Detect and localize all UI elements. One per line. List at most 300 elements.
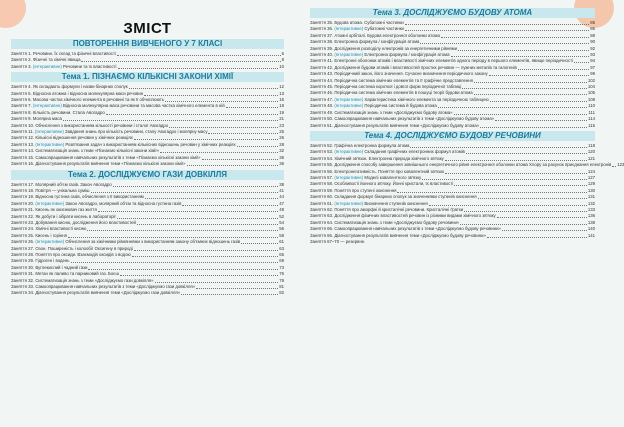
toc-entry-text: Самоопрацювання навчальних результатів з теми «Пізнаємо кількісні закони хімії» [35, 154, 201, 160]
toc-entry-page: 88 [590, 32, 595, 38]
toc-entry-text: Дослідження розподілу електронів за енергетичними рівнями [334, 45, 457, 51]
dot-leader [145, 198, 278, 199]
dot-leader [502, 230, 587, 231]
toc-entry-text: Періодична система й будова атома [363, 103, 437, 109]
section-topic-1-list [11, 84, 284, 167]
toc-entry-lesson: Заняття 26. [11, 239, 36, 245]
toc-entry-lesson: Заняття 28. [11, 251, 36, 257]
toc-entry-interactive-tag: (Інтерактивне) [35, 129, 64, 135]
toc-entry-page: 108 [587, 96, 595, 102]
toc-entry-page: 36 [279, 161, 284, 167]
toc-entry-interactive-tag: (Інтерактивне) [334, 174, 364, 180]
dot-leader [454, 185, 587, 186]
toc-entry-lesson: Заняття 12. [11, 135, 36, 141]
toc-entry-lesson: Заняття 33. [11, 284, 36, 289]
toc-entry-page: 123 [617, 162, 624, 168]
dot-leader [181, 294, 278, 295]
toc-entry-lesson: Заняття 40. [310, 52, 335, 58]
toc-entry-text: Хімічний зв'язок. Електронна природа хімічного зв'язку [334, 155, 444, 161]
toc-entry-lesson: Заняття 56. [310, 168, 335, 174]
toc-entry-text: Систематизація знань з теми «Пізнаємо кількісні закони хімії» [35, 148, 159, 154]
toc-entry-page: 127 [587, 174, 595, 180]
toc-entry-lesson: Заняття 8. [11, 109, 33, 115]
dot-leader [182, 205, 278, 206]
dot-leader [165, 101, 278, 102]
toc-entry-lesson: Заняття 2. [11, 57, 33, 63]
toc-entry-text: — резервне. [340, 239, 366, 244]
toc-entry-lesson: Заняття 58. [310, 181, 335, 187]
dot-leader [132, 256, 279, 257]
dot-leader [63, 120, 278, 121]
toc-entry-lesson: Заняття 65. [310, 226, 335, 232]
toc-entry-interactive-tag: (Інтерактивне) [334, 200, 364, 206]
section-heading-topic-2: Тема 2. ДОСЛІДЖУЄМО ГАЗИ ДОВКІЛЛЯ [11, 170, 284, 180]
toc-entry-page: 79 [279, 277, 284, 283]
toc-entry-page: 44 [279, 194, 284, 200]
toc-entry-title [310, 239, 365, 245]
toc-entry-page: 19 [279, 109, 284, 115]
toc-entry-text: Хімічні властивості кисню [35, 226, 87, 232]
section-topic-2-list [11, 182, 284, 297]
toc-entry-text: Речовини та їх властивості [61, 63, 117, 69]
toc-entry-page: 61 [279, 239, 284, 245]
toc-entry-text: Діагностування результатів вивчення теми «Досліджуємо будову речовини» [334, 232, 486, 238]
toc-entry-page: 8 [281, 57, 284, 63]
toc-entry-text: Дослідження фізичних властивостей речовин із різними видами хімічного зв'язку [334, 213, 496, 219]
toc-entry-lesson: Заняття 42. [310, 64, 335, 70]
toc-entry-text: Діагностування результатів вивчення теми «Досліджуємо гази довкілля» [35, 290, 181, 296]
toc-entry-text: Електронегативність. Поняття про ковалентний зв'язок [334, 168, 445, 174]
toc-entry-lesson: Заняття 45. [310, 84, 335, 90]
toc-entry-page: 115 [588, 122, 595, 128]
section-heading-review: ПОВТОРЕННЯ ВИВЧЕНОГО У 7 КЛАСІ [11, 39, 284, 49]
dot-leader [405, 30, 589, 31]
dot-leader [397, 192, 586, 193]
dot-leader [458, 50, 589, 51]
dot-leader [420, 43, 589, 44]
toc-entry-text: Поняття про аморфні й кристалічні речовини. Кристалічні ґратки [334, 206, 464, 212]
toc-entry-text: Періодична система хімічних елементів в пошуці теорії будови атома [334, 90, 473, 96]
toc-entry-page: 69 [279, 258, 284, 264]
toc-entry-page: 90 [590, 39, 595, 45]
toc-entry-text: Характеристика хімічного елемента за періодичною таблицею [363, 96, 489, 102]
toc-entry-page: 136 [587, 213, 595, 219]
dot-leader [129, 88, 279, 89]
toc-entry-lesson: Заняття 6. [11, 97, 33, 103]
dot-leader [187, 165, 279, 166]
toc-entry-page: 85 [590, 20, 595, 25]
toc-entry-lesson: Заняття 43. [310, 71, 335, 77]
dot-leader [117, 218, 279, 219]
dot-leader [495, 120, 587, 121]
toc-entry-text: Озон. Поширеність і колообіг Оксигену в природі [35, 245, 133, 251]
toc-entry-text: Завдання знань про кількість речовини, сталу Авогадро і молярну масу [63, 129, 208, 135]
toc-entry-interactive-tag: (Інтерактивне) [334, 26, 364, 32]
toc-entry-page: 130 [587, 187, 595, 193]
toc-entry-text: Кисень і горіння [35, 232, 67, 238]
toc-entry-lesson: Заняття 66. [310, 232, 335, 238]
toc-entry-page: 54 [279, 219, 284, 225]
toc-entry-lesson: Заняття 39. [310, 45, 335, 51]
toc-entry-page: 94 [590, 58, 595, 64]
toc-entry-page: 21 [279, 116, 284, 122]
toc-entry-title [310, 123, 479, 129]
toc-entry-page: 10 [279, 63, 284, 69]
toc-entry-text: Періодичний закон, його значення. Сучасне визначення періодичного закону [334, 71, 488, 77]
toc-entry-lesson: Заняття 54. [310, 155, 335, 161]
toc-entry-page: 124 [587, 168, 595, 174]
toc-entry-lesson: Заняття 19. [11, 194, 36, 200]
dot-leader [68, 237, 278, 238]
dot-leader [405, 24, 590, 25]
toc-entry-text: Атомні орбіталі. Будова електронної оболонки атома [334, 32, 440, 38]
dot-leader [202, 159, 279, 160]
dot-leader [429, 205, 587, 206]
toc-entry-title [11, 290, 180, 296]
dot-leader [226, 107, 279, 108]
dot-leader [237, 146, 279, 147]
toc-entry-text: Повітря — унікальна суміш [35, 187, 90, 193]
toc-entry-lesson: Заняття 31. [11, 271, 36, 277]
toc-entry-text: Добування кисню, дослідження його властивостей [35, 219, 136, 225]
toc-entry-lesson: Заняття 38. [310, 39, 335, 45]
toc-entry-page: 82 [279, 290, 284, 296]
toc-entry-text: Самоопрацювання навчальних результатів з теми «Досліджуємо будову атома» [334, 116, 495, 122]
toc-entry-lesson: Заняття 44. [310, 77, 335, 83]
toc-entry-text: Періодична система хімічних елементів та її графічне представлення [334, 77, 473, 83]
toc-entry-lesson: Заняття 55. [310, 162, 335, 168]
toc-entry-interactive-tag: (Інтерактивне) [32, 63, 62, 69]
dot-leader [612, 166, 616, 167]
toc-entry-lesson: Заняття 62. [310, 206, 335, 212]
toc-entry-lesson: Заняття 46. [310, 90, 335, 96]
toc-entry-page: 138 [587, 219, 595, 225]
section-heading-topic-1: Тема 1. ПІЗНАЄМО КІЛЬКІСНІ ЗАКОНИ ХІМІЇ [11, 72, 284, 82]
toc-entry-text: Субатомні частинки [363, 26, 404, 32]
toc-entry-page: 129 [587, 181, 595, 187]
toc-entry-lesson: Заняття 1. [11, 51, 33, 56]
dot-leader [460, 224, 587, 225]
dot-leader [466, 153, 587, 154]
toc-entry [11, 290, 284, 296]
toc-entry-lesson: Заняття 3. [11, 63, 33, 69]
toc-entry-text: Метан як паливо та парниковий газ. Боєш [35, 271, 119, 277]
toc-entry-lesson: Заняття 9. [11, 116, 33, 122]
toc-entry-page: 102 [587, 77, 595, 83]
dot-leader [487, 237, 587, 238]
toc-entry-page: 73 [279, 264, 284, 270]
toc-entry-text: Систематизація знань з теми «Досліджуємо будову речовини» [334, 219, 460, 225]
toc-entry-text: Самоопрацювання навчальних результатів з теми «Досліджуємо гази довкілля» [35, 284, 196, 289]
toc-entry-text: Вуглекислий і чадний гази [35, 264, 88, 270]
page-title: ЗМІСТ [123, 20, 172, 37]
toc-entry-lesson: Заняття 61. [310, 200, 335, 206]
dot-leader [144, 95, 278, 96]
toc-entry-lesson: Заняття 41. [310, 58, 335, 64]
toc-entry-page: 86 [590, 26, 595, 32]
dot-leader [134, 139, 278, 140]
toc-entry-title [11, 64, 117, 70]
toc-entry-interactive-tag: (Інтерактивне) [334, 96, 364, 102]
toc-entry-text: Діагностування результатів вивчення теми «Пізнаємо кількісні закони хімії» [35, 161, 186, 167]
toc-entry-page: 38 [279, 181, 284, 187]
dot-leader [134, 250, 278, 251]
dot-leader [464, 211, 587, 212]
toc-entry-page: 97 [590, 64, 595, 70]
toc-entry-interactive-tag: (Інтерактивне) [334, 52, 364, 58]
toc-entry-text: Молярна маса [32, 116, 62, 122]
toc-entry-lesson: Заняття 34. [11, 290, 36, 296]
toc-entry-lesson: Заняття 37. [310, 32, 335, 38]
toc-entry-lesson: Заняття 14. [11, 148, 36, 154]
toc-entry-lesson: Заняття 24. [11, 226, 36, 232]
toc-entry-lesson: Заняття 35. [310, 20, 335, 25]
dot-leader [462, 88, 586, 89]
toc-entry-page: 6 [281, 51, 284, 56]
toc-entry-lesson: Заняття 48. [310, 103, 335, 109]
toc-entry-text: Кількість речовини. Стала Авогадро [32, 109, 105, 115]
toc-entry-text: Кисень як окиснювач газ життя [35, 207, 97, 213]
dot-leader [438, 107, 587, 108]
dot-leader [518, 69, 589, 70]
toc-entry-text: Діагностування результатів вивчення теми «Досліджуємо будову атома» [334, 122, 480, 128]
dot-leader [160, 152, 278, 153]
toc-entry-lesson: Заняття 7. [11, 103, 33, 109]
toc-entry-text: Складання графічних електронних формул атомів [363, 149, 465, 155]
toc-entry-lesson: Заняття 63. [310, 213, 335, 219]
toc-entry-page: 58 [279, 232, 284, 238]
dot-leader [208, 133, 278, 134]
toc-entry-interactive-tag: (Інтерактивне) [334, 149, 364, 155]
toc-entry-text: Відносна густина газів, обчислення з її використанням [35, 194, 144, 200]
toc-entry-text: Поняття про оксиди. Взаємодія оксидів з водою [35, 251, 131, 257]
toc-entry-text: Періодична система короткої і довгої форм періодичної таблиці [334, 84, 462, 90]
section-review-list [11, 51, 284, 70]
toc-entry-page: 52 [279, 213, 284, 219]
toc-entry-page: 118 [588, 142, 595, 148]
toc-entry-lesson: Заняття 27. [11, 245, 36, 251]
toc-entry-lesson: Заняття 17. [11, 181, 36, 187]
dot-leader [445, 160, 587, 161]
dot-leader [474, 82, 587, 83]
toc-entry-text: Закон Авогадро, молярний об'єм та відносна густина газів [64, 200, 182, 206]
toc-entry-page: 131 [587, 194, 595, 200]
dot-leader [91, 192, 279, 193]
toc-left-column [11, 6, 284, 297]
toc-entry-lesson: Заняття 16. [11, 161, 36, 167]
toc-entry-page: 76 [279, 271, 284, 277]
toc-entry-text: Як складають формули і назви бінарних сполук [32, 84, 128, 90]
toc-entry-lesson: Заняття 64. [310, 219, 335, 225]
toc-entry-text: Як добути і зібрати кисень в лабораторії [35, 213, 116, 219]
toc-entry-text: Обчислення з використанням кількості речовини і сталої Авогадро [35, 122, 169, 128]
toc-entry-text: Складання формул бінарних сполук за значеннями ступенів окиснення [334, 194, 477, 200]
toc-entry-text: Графічна електронна формула атома [334, 142, 410, 148]
dot-leader [480, 127, 587, 128]
toc-entry-page: 63 [279, 245, 284, 251]
toc-entry-page: 99 [590, 71, 595, 77]
toc-entry-lesson: Заняття 53. [310, 149, 335, 155]
toc-entry [11, 161, 284, 167]
toc-entry-lesson: Заняття 32. [11, 277, 36, 283]
toc-entry-lesson: Заняття 50. [310, 116, 335, 122]
dot-leader [410, 147, 587, 148]
toc-entry-lesson: Заняття 29. [11, 258, 36, 264]
toc-entry-page: 26 [279, 135, 284, 141]
section-heading-topic-3: Тема 3. ДОСЛІДЖУЄМО БУДОВУ АТОМА [310, 8, 595, 18]
toc-entry-lesson: Заняття 11. [11, 129, 35, 135]
toc-entry [310, 123, 595, 129]
toc-entry-page: 18 [279, 103, 284, 109]
toc-entry-page: 65 [279, 251, 284, 257]
dot-leader [441, 37, 589, 38]
dot-leader [120, 275, 278, 276]
section-topic-4-list [310, 142, 624, 246]
toc-entry-page: 48 [279, 207, 284, 213]
dot-leader [497, 217, 587, 218]
toc-entry-lesson: Заняття 47. [310, 96, 335, 102]
dot-leader [474, 94, 587, 95]
toc-entry-text: Самоопрацювання навчальних результатів з теми «Досліджуємо будову речовини» [334, 226, 501, 232]
toc-entry-lesson: Заняття 25. [11, 232, 36, 238]
toc-entry-page: 120 [587, 149, 595, 155]
dot-leader [106, 114, 278, 115]
toc-entry [11, 64, 284, 70]
toc-entry-page: 16 [279, 97, 284, 103]
dot-leader [490, 101, 587, 102]
toc-entry-text: Дослідження способу завершення зовнішнього енергетичного рівня електронної оболонки атома Хлору за рахунок приєднання електронів [334, 162, 612, 168]
toc-entry-page: 140 [587, 226, 595, 232]
toc-entry-text: Дослідження будови атомів і властивостей простих речовин — лужних металів та галогенів [334, 64, 517, 70]
toc-entry-lesson: Заняття 5. [11, 90, 33, 96]
toc-right-column [310, 6, 624, 245]
toc-entry-page: 32 [279, 148, 284, 154]
dot-leader [196, 288, 278, 289]
toc-entry-page: 28 [279, 141, 284, 147]
dot-leader [422, 179, 587, 180]
toc-entry-page: 81 [279, 284, 284, 289]
toc-entry-text: Електронна формула / конфігурація атома [363, 52, 450, 58]
toc-entry-page: 47 [279, 200, 284, 206]
dot-leader [113, 186, 278, 187]
toc-entry-text: Електронні оболонки атомів і властивості хімічних елементів одного періоду в першого елементів, явище періодичності [334, 58, 574, 64]
toc-entry-text: Молярний об'єм газів. Закон Авогадро [35, 181, 112, 187]
toc-entry-page: 104 [587, 84, 595, 90]
dot-leader [445, 173, 587, 174]
toc-entry-page: 110 [588, 103, 595, 109]
toc-entry-lesson: Заняття 13. [11, 141, 36, 147]
toc-entry-text: Фізичні та хімічні явища [32, 57, 81, 63]
dot-leader [489, 75, 590, 76]
toc-entry-page: 12 [279, 84, 284, 90]
toc-entry-page: 105 [587, 90, 595, 96]
dot-leader [478, 198, 587, 199]
dot-leader [117, 55, 281, 56]
toc-entry-page: 133 [587, 206, 595, 212]
dot-leader [241, 243, 278, 244]
toc-entry-interactive-tag: (Інтерактивне) [35, 141, 65, 147]
toc-entry-page: 35 [279, 154, 284, 160]
toc-entry-page: 41 [279, 187, 284, 193]
toc-entry-page: 25 [279, 129, 284, 135]
toc-entry-text: Систематизація знань з теми «Досліджуємо гази довкілля» [35, 277, 154, 283]
toc-entry [310, 239, 595, 245]
toc-entry-text: Речовини. Їх склад та фізичні властивості [32, 51, 116, 56]
section-heading-topic-4: Тема 4. ДОСЛІДЖУЄМО БУДОВУ РЕЧОВИНИ [310, 131, 595, 141]
toc-entry-lesson: Заняття 52. [310, 142, 335, 148]
toc-entry-lesson: Заняття 36. [310, 26, 335, 32]
toc-entry-lesson: Заняття 20. [11, 200, 36, 206]
toc-entry-text: Гідроген і водень [35, 258, 70, 264]
toc-entry-interactive-tag: (Інтерактивне) [32, 103, 62, 109]
toc-entry-page: 92 [590, 45, 595, 51]
toc-entry-lesson: Заняття 22. [11, 213, 36, 219]
toc-entry-lesson: Заняття 67–70 [310, 239, 341, 244]
toc-entry-text: Кількісні відношення речовин у хімічних реакціях [35, 135, 133, 141]
toc-entry-page: 111 [588, 109, 595, 115]
toc-entry-text: Відносна молекулярна маса речовини та масова частка хімічного елемента в ній [61, 103, 225, 109]
toc-entry-title [11, 161, 186, 167]
toc-entry-text: Поняття про ступені окиснення [334, 187, 397, 193]
toc-entry-text: Електронна формула / конфігурація атома [334, 39, 420, 45]
toc-entry-interactive-tag: (Інтерактивне) [35, 200, 65, 206]
dot-leader [169, 127, 278, 128]
dot-leader [137, 224, 278, 225]
toc-entry-page: 23 [279, 122, 284, 128]
toc-entry-lesson: Заняття 21. [11, 207, 36, 213]
toc-entry-lesson: Заняття 60. [310, 194, 335, 200]
dot-leader [98, 211, 278, 212]
toc-entry-page: 56 [279, 226, 284, 232]
toc-entry-lesson: Заняття 30. [11, 264, 36, 270]
dot-leader [574, 62, 589, 63]
toc-entry-text: Обчислення за хімічними рівняннями з використанням закону об'ємних відношень газів [64, 239, 241, 245]
toc-entry-text: Розв'язання задач з використанням кількісних відношень речовин у хімічних реакціях [64, 141, 236, 147]
toc-entry-lesson: Заняття 4. [11, 84, 33, 90]
toc-entry-lesson: Заняття 51. [310, 122, 335, 128]
toc-entry-text: Масова частка хімічного елемента в речовині та як її обчислюють [32, 97, 165, 103]
dot-leader [81, 61, 280, 62]
toc-entry-lesson: Заняття 59. [310, 187, 335, 193]
dot-leader [71, 262, 279, 263]
toc-entry-lesson: Заняття 57. [310, 174, 335, 180]
toc-entry-text: Моделі ковалентного зв'язку [363, 174, 422, 180]
dot-leader [88, 269, 278, 270]
toc-entry-lesson: Заняття 15. [11, 154, 36, 160]
toc-entry-interactive-tag: (Інтерактивне) [334, 103, 364, 109]
dot-leader [451, 56, 590, 57]
toc-entry-interactive-tag: (Інтерактивне) [35, 239, 65, 245]
toc-entry-page: 13 [279, 90, 284, 96]
toc-entry-text: Особливості йонного зв'язку. Йонні кристали, їх властивості [334, 181, 454, 187]
toc-entry-lesson: Заняття 18. [11, 187, 36, 193]
toc-entry-text: Визначення ступенів окиснення [363, 200, 428, 206]
toc-entry-page: 93 [590, 52, 595, 58]
dot-leader [87, 230, 278, 231]
dot-leader [155, 282, 279, 283]
toc-entry-page: 141 [587, 232, 595, 238]
dot-leader [454, 114, 588, 115]
toc-entry-lesson: Заняття 23. [11, 219, 36, 225]
toc-entry-page: 132 [587, 200, 595, 206]
toc-entry-text: Будова атома. Субатомні частинки [334, 20, 404, 25]
section-topic-3-list [310, 20, 595, 129]
toc-entry-text: Відносна атомна і відносна молекулярна маси речовин [32, 90, 144, 96]
dot-leader [118, 68, 279, 69]
toc-entry-lesson: Заняття 10. [11, 122, 36, 128]
toc-entry-text: Систематизація знань з теми «Досліджуємо будову атома» [334, 109, 453, 115]
toc-entry-page: 114 [588, 116, 595, 122]
